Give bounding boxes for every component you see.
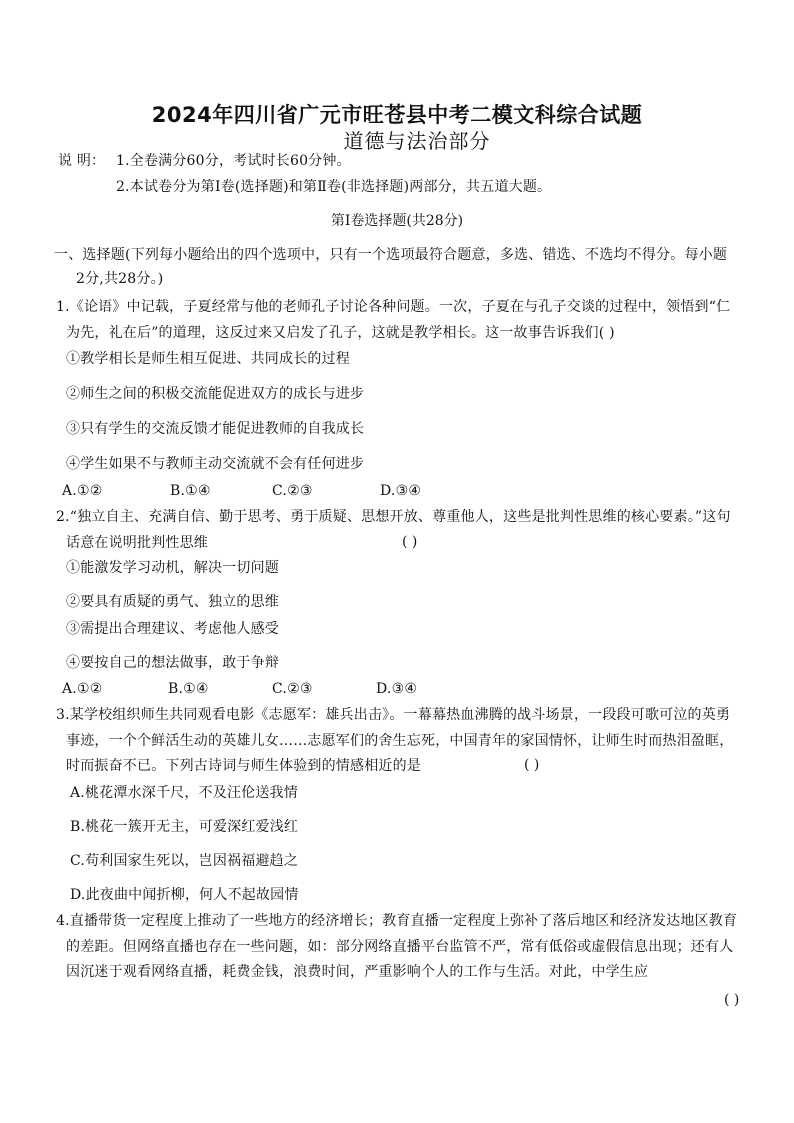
question-4-answer-bracket[interactable]: ( ) (724, 992, 740, 1008)
question-4-line-2: 的差距。但网络直播也存在一些问题，如：部分网络直播平台监管不严，常有低俗或虚假信息出现；还有人 (66, 939, 734, 955)
question-1-item-3: ③只有学生的交流反馈才能促进教师的自我成长 (66, 421, 365, 437)
question-2-choice-b[interactable]: B.①④ (168, 681, 209, 697)
question-1-item-2: ②师生之间的积极交流能促进双方的成长与进步 (66, 386, 365, 402)
question-2-answer-bracket[interactable]: ( ) (402, 534, 418, 550)
question-3-option-b[interactable]: B.桃花一簇开无主，可爱深红爱浅红 (70, 819, 299, 835)
question-1-choice-c[interactable]: C.②③ (272, 483, 313, 499)
question-1-item-1: ①教学相长是师生相互促进、共同成长的过程 (66, 351, 350, 367)
question-2-item-2: ②要具有质疑的勇气、独立的思维 (66, 594, 279, 610)
question-2-item-4: ④要按自己的想法做事，敢于争辩 (66, 655, 279, 671)
question-1-choice-a[interactable]: A.①② (62, 483, 103, 499)
question-3-option-a[interactable]: A.桃花潭水深千尺，不及汪伦送我情 (70, 785, 298, 801)
question-1-choice-d[interactable]: D.③④ (380, 483, 422, 499)
question-4-line-1: 4.直播带货一定程度上推动了一些地方的经济增长；教育直播一定程度上弥补了落后地区和经济发达地区教育 (56, 913, 738, 929)
section-heading: 第Ⅰ卷选择题(共28分) (330, 213, 464, 229)
question-2-choice-d[interactable]: D.③④ (376, 681, 418, 697)
exam-title: 2024年四川省广元市旺苍县中考二模文科综合试题 (151, 103, 643, 127)
question-3-answer-bracket[interactable]: ( ) (524, 757, 540, 773)
instructions-line-2: 2.本试卷分为第Ⅰ卷(选择题)和第Ⅱ卷(非选择题)两部分，共五道大题。 (116, 179, 552, 195)
question-2-line-1: 2.“独立自主、充满自信、勤于思考、勇于质疑、思想开放、尊重他人，这些是批判性思维的核心要素。”这句 (56, 509, 731, 525)
question-3-line-3: 时而振奋不已。下列古诗词与师生体验到的情感相近的是 (66, 758, 421, 774)
question-3-line-1: 3.某学校组织师生共同观看电影《志愿军：雄兵出击》。一幕幕热血沸腾的战斗场景，一段段可歌可泣的英勇 (56, 707, 731, 723)
question-3-option-c[interactable]: C.苟利国家生死以，岂因祸福避趋之 (70, 853, 299, 869)
question-2-item-1: ①能激发学习动机，解决一切问题 (66, 560, 279, 576)
question-1-line-2: 为先，礼在后”的道理，这反过来又启发了孔子，这就是教学相长。这一故事告诉我们( ) (66, 325, 615, 341)
exam-subtitle: 道德与法治部分 (343, 129, 491, 153)
question-1-item-4: ④学生如果不与教师主动交流就不会有任何进步 (66, 456, 365, 472)
question-3-line-2: 事迹，一个个鲜活生动的英雄儿女……志愿军们的舍生忘死，中国青年的家国情怀，让师生时而热泪盈眶， (66, 733, 734, 749)
question-1-choice-b[interactable]: B.①④ (170, 483, 211, 499)
instructions-line-1: 1.全卷满分60分，考试时长60分钟。 (116, 153, 351, 169)
instructions-label: 说 明： (58, 153, 106, 169)
question-2-choice-c[interactable]: C.②③ (272, 681, 313, 697)
question-2-item-3: ③需提出合理建议、考虑他人感受 (66, 621, 279, 637)
question-1-line-1: 1.《论语》中记载，子夏经常与他的老师孔子讨论各种问题。一次，子夏在与孔子交谈的过程中，领悟到“仁 (56, 299, 731, 315)
question-3-option-d[interactable]: D.此夜曲中闻折柳，何人不起故园情 (70, 887, 299, 903)
section-intro-line-1: 一、选择题(下列每小题给出的四个选项中，只有一个选项最符合题意，多选、错选、不选均不得分。每小题 (54, 247, 728, 263)
question-2-choice-a[interactable]: A.①② (62, 681, 103, 697)
question-4-line-3: 因沉迷于观看网络直播，耗费金钱，浪费时间，严重影响个人的工作与生活。对此，中学生应 (66, 964, 649, 980)
question-2-line-2: 话意在说明批判性思维 (66, 535, 208, 551)
section-intro-line-2: 2分,共28分。) (76, 271, 164, 287)
